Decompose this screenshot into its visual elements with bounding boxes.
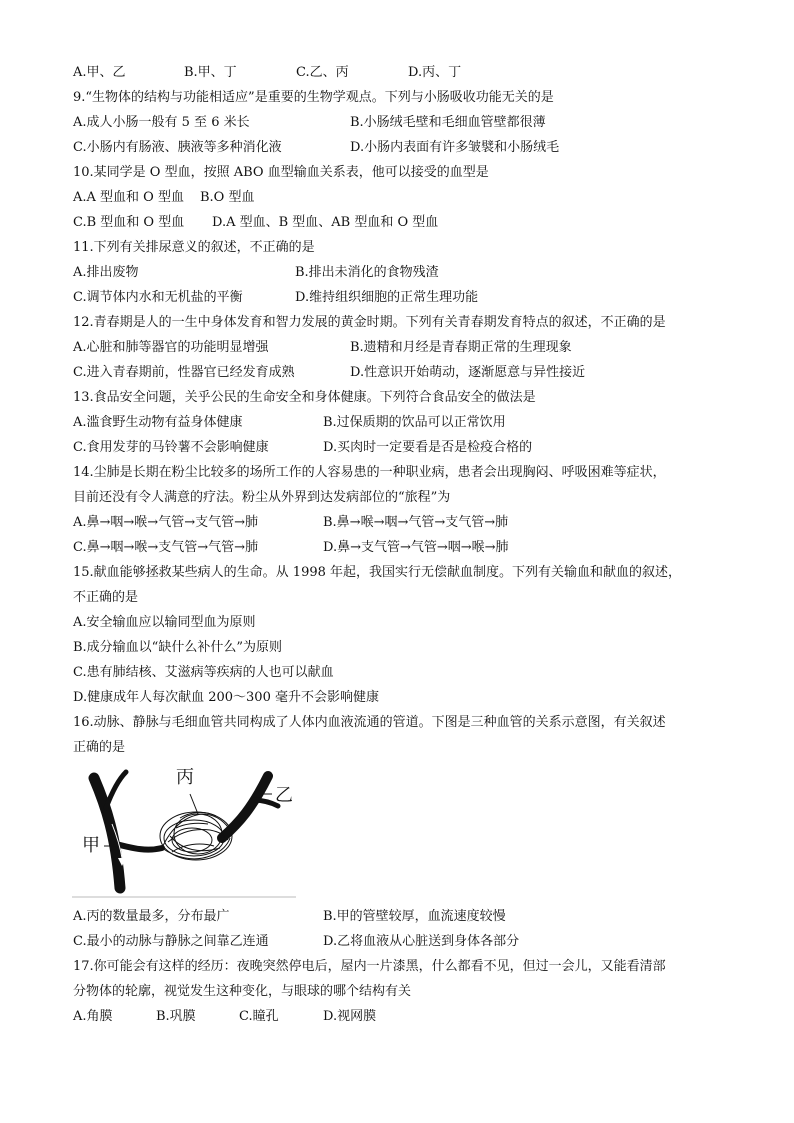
label-jia: 甲 [82,835,100,856]
q15-option-c[interactable]: C.患有肺结核、艾滋病等疾病的人也可以献血 [73,665,334,680]
q13-option-d[interactable]: D.买肉时一定要看是否是检疫合格的 [323,440,533,455]
q16-option-b[interactable]: B.甲的管壁较厚，血流速度较慢 [323,909,506,924]
q17-option-c[interactable]: C.瞳孔 [239,1009,279,1024]
label-yi: 乙 [275,785,293,806]
q15-stem-line2: 不正确的是 [73,590,139,605]
q9-option-d[interactable]: D.小肠内表面有许多皱襞和小肠绒毛 [350,140,560,155]
q16-stem-line2: 正确的是 [73,740,126,755]
q11-option-b[interactable]: B.排出未消化的食物残渣 [295,265,439,280]
q15-stem-line1: 15.献血能够拯救某些病人的生命。从 1998 年起，我国实行无偿献血制度。下列有关输血和献血的叙述， [73,565,682,580]
q17-option-b[interactable]: B.巩膜 [156,1009,196,1024]
artery-branch-top [106,772,126,808]
q14-stem-line2: 目前还没有令人满意的疗法。粉尘从外界到达发病部位的“旅程”为 [73,490,451,505]
q10-option-b[interactable]: B.O 型血 [200,190,255,205]
q10-stem: 10.某同学是 O 型血，按照 ABO 血型输血关系表，他可以接受的血型是 [73,165,489,180]
q12-option-c[interactable]: C.进入青春期前，性器官已经发育成熟 [73,365,295,380]
q10-option-a[interactable]: A.A 型血和 O 型血 [73,190,184,205]
q11-stem: 11.下列有关排尿意义的叙述，不正确的是 [73,240,315,255]
q15-option-a[interactable]: A.安全输血应以输同型血为原则 [73,615,256,630]
q9-option-b[interactable]: B.小肠绒毛壁和毛细血管壁都很薄 [350,115,546,130]
q16-option-c[interactable]: C.最小的动脉与静脉之间靠乙连通 [73,934,269,949]
capillary-path [176,823,208,828]
q9-option-c[interactable]: C.小肠内有肠液、胰液等多种消化液 [73,140,282,155]
q15-option-d[interactable]: D.健康成年人每次献血 200～300 毫升不会影响健康 [73,690,379,705]
q17-stem-line2: 分物体的轮廓，视觉发生这种变化，与眼球的哪个结构有关 [73,984,412,999]
q15-option-b[interactable]: B.成分输血以“缺什么补什么”为原则 [73,640,282,655]
q17-option-a[interactable]: A.角膜 [73,1009,113,1024]
q14-option-d[interactable]: D.鼻→支气管→气管→咽→喉→肺 [323,540,509,555]
q8-option-a[interactable]: A.甲、乙 [73,65,126,80]
q12-option-a[interactable]: A.心脏和肺等器官的功能明显增强 [73,340,269,355]
q11-option-a[interactable]: A.排出废物 [73,265,139,280]
q11-option-c[interactable]: C.调节体内水和无机盐的平衡 [73,290,243,305]
q9-option-a[interactable]: A.成人小肠一般有 5 至 6 米长 [73,115,250,130]
label-bing: 丙 [176,767,194,788]
q12-option-b[interactable]: B.遗精和月经是青春期正常的生理现象 [350,340,572,355]
q16-stem-line1: 16.动脉、静脉与毛细血管共同构成了人体内血液流通的管道。下图是三种血管的关系示意图，有关叙述 [73,715,666,730]
blood-vessel-diagram [72,766,296,898]
artery-trunk [94,778,120,888]
q8-option-c[interactable]: C.乙、丙 [296,65,349,80]
q16-option-d[interactable]: D.乙将血液从心脏送到身体各部分 [323,934,520,949]
q14-option-a[interactable]: A.鼻→咽→喉→气管→支气管→肺 [73,515,258,530]
q8-option-b[interactable]: B.甲、丁 [184,65,237,80]
q14-option-b[interactable]: B.鼻→喉→咽→气管→支气管→肺 [323,515,509,530]
q17-stem-line1: 17.你可能会有这样的经历：夜晚突然停电后，屋内一片漆黑，什么都看不见，但过一会儿，又能看清部 [73,959,666,974]
q10-option-c[interactable]: C.B 型血和 O 型血 [73,215,185,230]
q13-option-c[interactable]: C.食用发芽的马铃薯不会影响健康 [73,440,269,455]
q8-option-d[interactable]: D.丙、丁 [408,65,462,80]
q11-option-d[interactable]: D.维持组织细胞的正常生理功能 [295,290,479,305]
q17-option-d[interactable]: D.视网膜 [323,1009,377,1024]
q13-stem: 13.食品安全问题，关乎公民的生命安全和身体健康。下列符合食品安全的做法是 [73,390,536,405]
q10-option-d[interactable]: D.A 型血、B 型血、AB 型血和 O 型血 [212,215,439,230]
q14-stem-line1: 14.尘肺是长期在粉尘比较多的场所工作的人容易患的一种职业病，患者会出现胸闷、呼吸困难等症状， [73,465,666,480]
q13-option-b[interactable]: B.过保质期的饮品可以正常饮用 [323,415,506,430]
q13-option-a[interactable]: A.滥食野生动物有益身体健康 [73,415,243,430]
q14-option-c[interactable]: C.鼻→咽→喉→支气管→气管→肺 [73,540,259,555]
q12-option-d[interactable]: D.性意识开始萌动，逐渐愿意与异性接近 [350,365,586,380]
q16-option-a[interactable]: A.丙的数量最多，分布最广 [73,909,230,924]
q9-stem: 9.“生物体的结构与功能相适应”是重要的生物学观点。下列与小肠吸收功能无关的是 [73,90,554,105]
label-leader-bing [190,794,198,814]
q12-stem: 12.青春期是人的一生中身体发育和智力发展的黄金时期。下列有关青春期发育特点的叙述，不正确的是 [73,315,666,330]
artery-branch-to-capillaries [116,844,162,850]
